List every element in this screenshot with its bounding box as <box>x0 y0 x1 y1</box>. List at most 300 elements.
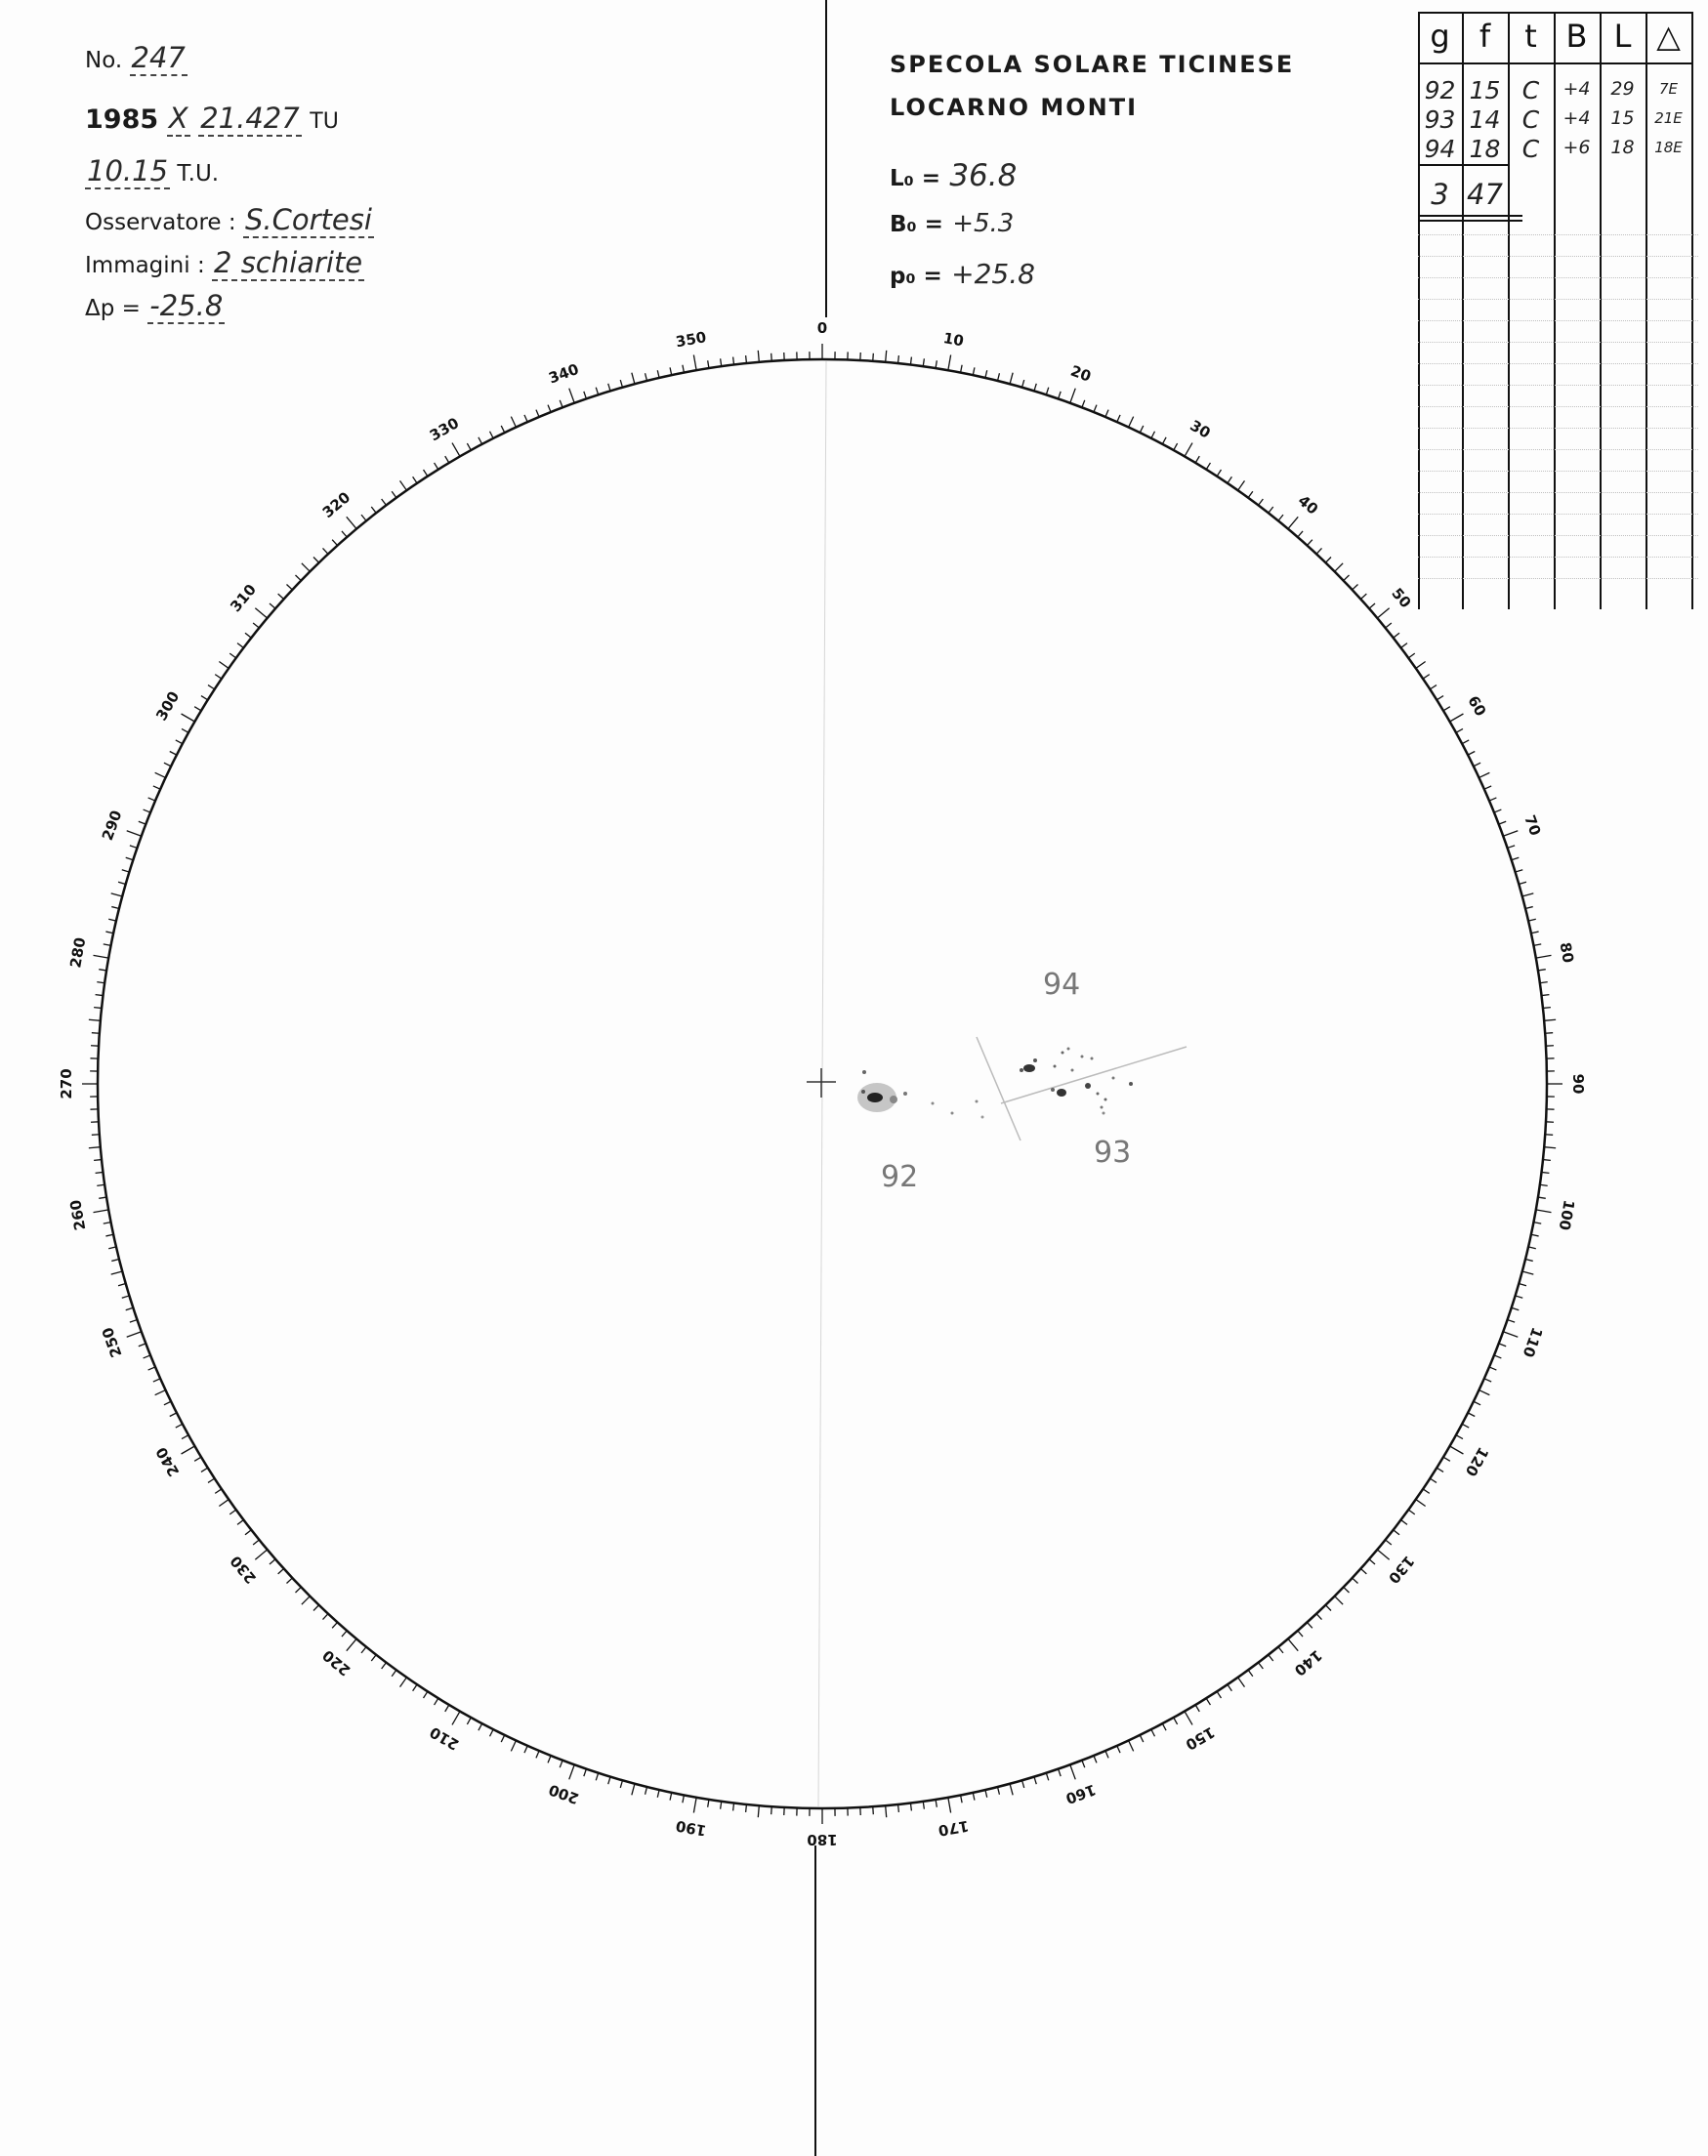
scale-tick <box>1369 1559 1375 1564</box>
scale-tick <box>1360 594 1366 599</box>
table-top-border <box>1418 12 1693 14</box>
scale-tick <box>342 531 347 537</box>
scale-tick <box>1468 1413 1475 1417</box>
scale-tick <box>1059 392 1062 399</box>
scale-tick <box>467 1718 471 1724</box>
scale-tick <box>245 1530 251 1535</box>
scale-label-280: 280 <box>66 935 90 970</box>
scale-tick <box>170 1413 177 1417</box>
scale-tick <box>1494 809 1501 812</box>
scale-tick <box>153 786 160 789</box>
scale-tick <box>733 1803 734 1810</box>
scale-tick <box>139 1344 146 1347</box>
scale-tick <box>127 1332 142 1337</box>
scale-tick <box>1525 1260 1533 1262</box>
scale-tick <box>1522 893 1534 896</box>
scale-tick <box>1543 1160 1551 1161</box>
scale-tick <box>1423 1489 1430 1493</box>
scale-tick <box>347 1638 356 1650</box>
scale-tick <box>683 1795 685 1803</box>
scale-tick <box>1533 944 1541 946</box>
scale-tick <box>1344 1587 1350 1593</box>
scale-tick <box>910 357 911 365</box>
scale-tick <box>1278 515 1283 520</box>
cell-longitude: 15 <box>1610 107 1635 129</box>
cell-delta: 21E <box>1654 109 1683 127</box>
scale-tick <box>657 370 659 378</box>
scale-tick <box>92 1135 100 1136</box>
scale-tick <box>295 1587 301 1593</box>
scale-tick <box>111 893 123 896</box>
scale-tick <box>1278 1647 1283 1653</box>
scale-tick <box>948 1798 951 1813</box>
scale-tick <box>1443 1457 1450 1461</box>
scale-tick <box>92 1033 100 1034</box>
scale-tick <box>1408 1510 1414 1514</box>
scale-tick <box>1494 1355 1501 1358</box>
scale-tick <box>1544 1147 1556 1148</box>
scale-tick <box>1456 1435 1463 1439</box>
scale-tick <box>1206 463 1210 470</box>
scale-tick <box>89 1147 101 1148</box>
scale-tick <box>94 1210 109 1213</box>
scale-tick <box>1443 707 1450 711</box>
scale-tick <box>122 870 130 872</box>
scale-tick <box>118 882 126 884</box>
scale-tick <box>1437 1468 1443 1472</box>
scale-tick <box>1298 1631 1303 1637</box>
scale-tick <box>1269 1655 1273 1661</box>
scale-tick <box>452 443 460 457</box>
scale-tick <box>89 1019 101 1020</box>
scale-tick <box>1479 772 1489 777</box>
scale-tick <box>382 1663 387 1669</box>
scale-label-170: 170 <box>937 1816 971 1840</box>
scale-label-300: 300 <box>152 687 184 725</box>
cell-longitude: 29 <box>1610 78 1635 100</box>
scale-tick <box>400 480 407 490</box>
scale-tick <box>1298 531 1303 537</box>
scale-tick <box>97 982 104 983</box>
scale-tick <box>1456 728 1463 732</box>
scale-label-230: 230 <box>227 1552 261 1588</box>
scale-tick <box>1536 1210 1552 1213</box>
scale-tick <box>1499 821 1506 824</box>
scale-tick <box>1541 1172 1549 1173</box>
scale-tick <box>1325 1605 1331 1611</box>
scale-tick <box>1307 1622 1312 1628</box>
param-P0-label: p₀ = <box>890 264 942 289</box>
scale-tick <box>1544 1019 1556 1020</box>
scale-tick <box>733 357 734 365</box>
scale-tick <box>961 1795 963 1803</box>
scale-tick <box>1474 763 1480 767</box>
scale-tick <box>1489 798 1496 801</box>
scale-tick <box>435 463 438 470</box>
cell-latitude: +4 <box>1562 78 1591 100</box>
scale-label-140: 140 <box>1290 1645 1326 1679</box>
table-col-line <box>1554 12 1556 609</box>
scale-label-20: 20 <box>1067 361 1094 386</box>
scale-tick <box>219 1500 229 1507</box>
scale-tick <box>313 557 319 562</box>
scale-tick <box>632 1784 635 1796</box>
cell-delta: 18E <box>1654 139 1683 156</box>
scale-tick <box>1536 955 1552 958</box>
scale-tick <box>1140 426 1144 433</box>
scale-tick <box>1468 752 1475 756</box>
table-ruling <box>1418 578 1698 579</box>
scale-tick <box>1228 1684 1231 1691</box>
scale-tick <box>1151 1729 1155 1736</box>
scale-tick <box>194 1457 201 1461</box>
scale-tick <box>721 358 722 366</box>
scale-tick <box>1533 1223 1541 1224</box>
scale-tick <box>1512 857 1520 859</box>
scale-tick <box>973 1793 975 1801</box>
scale-tick <box>1394 1530 1399 1535</box>
time-value: 10.15 <box>87 154 169 187</box>
scale-tick <box>1185 443 1192 457</box>
scale-tick <box>424 470 428 477</box>
cell-latitude: +4 <box>1562 107 1591 129</box>
cell-longitude: 18 <box>1610 137 1635 158</box>
param-L0-label: L₀ = <box>890 166 941 191</box>
sunspot-group-93 <box>1051 1077 1133 1171</box>
scale-tick <box>620 380 622 388</box>
scale-label-220: 220 <box>318 1645 354 1679</box>
scale-tick <box>490 1729 494 1736</box>
scale-tick <box>1195 1705 1199 1712</box>
table-header-g: g <box>1430 18 1450 55</box>
scale-tick <box>1545 1135 1553 1136</box>
scale-label-260: 260 <box>66 1198 90 1232</box>
scale-tick <box>1541 995 1549 996</box>
table-ruling <box>1418 277 1698 278</box>
scale-tick <box>1195 456 1199 463</box>
scale-tick <box>998 373 1000 381</box>
scale-tick <box>153 1379 160 1382</box>
date-month: X <box>168 102 188 135</box>
scale-label-240: 240 <box>152 1443 184 1480</box>
scale-tick <box>985 370 987 378</box>
scale-tick <box>1034 384 1036 392</box>
scale-tick <box>270 603 275 608</box>
scale-tick <box>201 696 208 700</box>
scale-tick <box>104 944 111 946</box>
scale-label-60: 60 <box>1464 692 1490 720</box>
institution-name: SPECOLA SOLARE TICINESE <box>890 51 1295 78</box>
scale-tick <box>144 1355 150 1358</box>
scale-tick <box>1228 477 1231 483</box>
scale-tick <box>1022 380 1024 388</box>
param-P0-value: +25.8 <box>951 258 1035 290</box>
date-year: 1985 <box>85 104 159 135</box>
scale-label-350: 350 <box>674 328 708 352</box>
table-header-t: t <box>1524 18 1537 55</box>
param-B0-label: B₀ = <box>890 212 943 237</box>
scale-tick <box>1335 563 1343 571</box>
scale-tick <box>361 515 366 520</box>
table-header-B: B <box>1565 18 1588 55</box>
scale-tick <box>1316 1614 1321 1620</box>
scale-tick <box>1094 1756 1097 1762</box>
cell-type: C <box>1521 105 1540 134</box>
scale-tick <box>155 1390 166 1395</box>
scale-tick <box>1174 1718 1178 1724</box>
scale-tick <box>596 1773 598 1781</box>
scale-tick <box>1010 373 1013 385</box>
scale-tick <box>936 360 937 368</box>
scale-tick <box>746 355 747 363</box>
scale-tick <box>1462 740 1469 744</box>
scale-tick <box>1082 1761 1085 1767</box>
scale-tick <box>122 1296 130 1298</box>
scale-tick <box>278 594 284 599</box>
table-ruling <box>1418 514 1698 515</box>
table-ruling <box>1418 557 1698 558</box>
scale-tick <box>1377 1550 1389 1559</box>
scale-tick <box>560 1761 562 1767</box>
scale-tick <box>501 426 505 433</box>
scale-tick <box>973 367 975 375</box>
scale-label-100: 100 <box>1555 1198 1578 1232</box>
scale-tick <box>347 517 356 528</box>
scale-tick <box>413 477 417 483</box>
scale-label-180: 180 <box>807 1831 838 1848</box>
scale-tick <box>1129 417 1134 428</box>
scale-tick <box>1386 623 1392 628</box>
scale-tick <box>1070 1764 1075 1779</box>
observer-value: S.Cortesi <box>244 203 372 236</box>
scale-tick <box>1516 870 1523 872</box>
scale-tick <box>96 1172 104 1173</box>
scale-tick <box>1344 575 1350 581</box>
scale-tick <box>1022 1780 1024 1788</box>
scale-tick <box>332 540 337 546</box>
scale-tick <box>771 353 772 361</box>
scale-label-190: 190 <box>674 1816 708 1840</box>
delta-p-value: -25.8 <box>149 289 224 322</box>
scale-tick <box>1238 480 1245 490</box>
scale-tick <box>371 507 376 513</box>
table-ruling <box>1418 428 1698 429</box>
scale-tick <box>105 1234 113 1236</box>
scale-label-70: 70 <box>1521 812 1545 839</box>
scale-tick <box>608 384 610 392</box>
scale-tick <box>536 1751 539 1758</box>
scale-tick <box>721 1802 722 1809</box>
scale-tick <box>548 405 551 412</box>
scale-tick <box>255 1550 267 1559</box>
scale-tick <box>985 1790 987 1798</box>
cell-spots: 18 <box>1469 135 1501 163</box>
scale-tick <box>111 907 119 909</box>
scale-tick <box>286 585 292 590</box>
scale-tick <box>108 1247 116 1249</box>
scale-tick <box>99 970 106 971</box>
scale-tick <box>1377 608 1389 618</box>
scale-label-80: 80 <box>1556 940 1577 965</box>
scale-tick <box>1206 1698 1210 1705</box>
scale-tick <box>445 456 449 463</box>
scale-tick <box>1082 400 1085 407</box>
scale-tick <box>148 798 155 801</box>
scale-tick <box>1430 1478 1437 1482</box>
scale-tick <box>208 1478 215 1482</box>
scale-tick <box>560 400 562 407</box>
scale-tick <box>479 1723 482 1730</box>
sheet-number-value: 247 <box>131 41 186 74</box>
scale-tick <box>1386 1540 1392 1545</box>
scale-tick <box>923 358 924 366</box>
scale-tick <box>139 821 146 824</box>
scale-label-270: 270 <box>58 1068 75 1099</box>
scale-tick <box>1010 1784 1013 1796</box>
scale-tick <box>215 675 222 679</box>
scale-tick <box>873 353 874 361</box>
scale-tick <box>873 1806 874 1814</box>
scale-tick <box>1162 437 1166 444</box>
scale-tick <box>1540 982 1548 983</box>
scale-tick <box>182 1446 195 1454</box>
scale-tick <box>886 1805 887 1817</box>
scale-tick <box>1217 470 1221 477</box>
scale-tick <box>253 623 259 628</box>
scale-tick <box>1288 1638 1298 1650</box>
scale-tick <box>302 563 310 571</box>
scale-tick <box>708 1800 709 1807</box>
table-sum-rule <box>1418 164 1508 166</box>
scale-tick <box>229 1510 235 1514</box>
scale-tick <box>1105 410 1108 417</box>
scale-tick <box>596 388 598 395</box>
scale-tick <box>1129 1740 1134 1751</box>
scale-tick <box>1269 507 1273 513</box>
scale-tick <box>237 643 243 648</box>
scale-tick <box>1401 1520 1407 1525</box>
scale-tick <box>923 1802 924 1809</box>
scale-tick <box>646 373 647 381</box>
scale-tick <box>1484 786 1491 789</box>
scale-tick <box>1423 675 1430 679</box>
scale-tick <box>1416 662 1426 669</box>
scale-tick <box>1316 548 1321 554</box>
scale-tick <box>1512 1307 1520 1309</box>
institution-location: LOCARNO MONTI <box>890 94 1139 121</box>
scale-label-250: 250 <box>98 1324 126 1360</box>
scale-tick <box>1325 557 1331 562</box>
scale-tick <box>1437 696 1443 700</box>
scale-label-210: 210 <box>426 1722 463 1754</box>
scale-tick <box>452 1712 460 1725</box>
table-header-L: L <box>1613 18 1632 55</box>
scale-tick <box>278 1568 284 1573</box>
scale-tick <box>1394 633 1399 638</box>
scale-tick <box>1540 1184 1548 1185</box>
scale-tick <box>569 389 574 403</box>
scale-tick <box>1508 846 1516 849</box>
param-L0-value: 36.8 <box>949 158 1018 193</box>
scale-tick <box>342 1631 347 1637</box>
scale-tick <box>253 1540 259 1545</box>
scale-label-290: 290 <box>98 808 126 844</box>
scale-tick <box>313 1605 319 1611</box>
scale-tick <box>479 437 482 444</box>
scale-tick <box>1538 970 1546 971</box>
table-ruling <box>1418 299 1698 300</box>
scale-tick <box>323 1614 328 1620</box>
scale-tick <box>670 1793 672 1801</box>
table-sum-rule <box>1418 215 1522 217</box>
observer-label: Osservatore : <box>85 210 236 235</box>
scale-label-40: 40 <box>1294 491 1322 518</box>
date-suffix: TU <box>310 109 339 134</box>
scale-tick <box>361 1647 366 1653</box>
scale-label-110: 110 <box>1519 1324 1547 1360</box>
scale-tick <box>97 1184 104 1185</box>
scale-tick <box>1248 1670 1253 1676</box>
scale-tick <box>886 351 887 362</box>
scale-tick <box>1508 1320 1516 1323</box>
scale-tick <box>632 373 635 385</box>
scale-tick <box>126 1307 134 1309</box>
scale-label-90: 90 <box>1569 1073 1587 1095</box>
scale-tick <box>445 1705 449 1712</box>
scale-tick <box>998 1787 1000 1795</box>
scale-tick <box>1531 932 1539 933</box>
scale-tick <box>111 1271 123 1274</box>
scale-tick <box>1479 1390 1489 1395</box>
scale-tick <box>1059 1769 1062 1777</box>
scale-tick <box>1248 491 1253 497</box>
table-col-line <box>1646 12 1647 609</box>
scale-tick <box>524 1746 527 1753</box>
scale-tick <box>127 831 142 836</box>
scale-tick <box>215 1489 222 1493</box>
scale-tick <box>467 443 471 450</box>
table-ruling <box>1418 492 1698 493</box>
scale-tick <box>219 662 229 669</box>
scale-tick <box>1117 415 1120 422</box>
table-ruling <box>1418 449 1698 450</box>
scale-tick <box>229 653 235 658</box>
scale-tick <box>1259 499 1264 505</box>
scale-tick <box>1105 1751 1108 1758</box>
table-ruling <box>1418 385 1698 386</box>
total-groups: 3 <box>1431 178 1449 211</box>
scale-tick <box>646 1787 647 1795</box>
scale-tick <box>130 1320 138 1323</box>
sunspot-group-92 <box>857 1070 984 1194</box>
scale-tick <box>1499 1344 1506 1347</box>
scale-tick <box>1217 1691 1221 1698</box>
scale-label-0: 0 <box>816 319 828 337</box>
scale-tick <box>584 392 587 399</box>
scale-label-200: 200 <box>546 1780 582 1808</box>
scale-tick <box>182 714 195 722</box>
scale-tick <box>237 1520 243 1525</box>
scale-tick <box>1528 919 1536 921</box>
scale-tick <box>961 365 963 373</box>
scale-tick <box>155 772 166 777</box>
scale-tick <box>170 752 177 756</box>
scale-tick <box>758 351 759 362</box>
scale-tick <box>1462 1424 1469 1428</box>
scale-tick <box>1408 653 1414 658</box>
scale-tick <box>424 1691 428 1698</box>
scale-tick <box>104 1223 111 1224</box>
